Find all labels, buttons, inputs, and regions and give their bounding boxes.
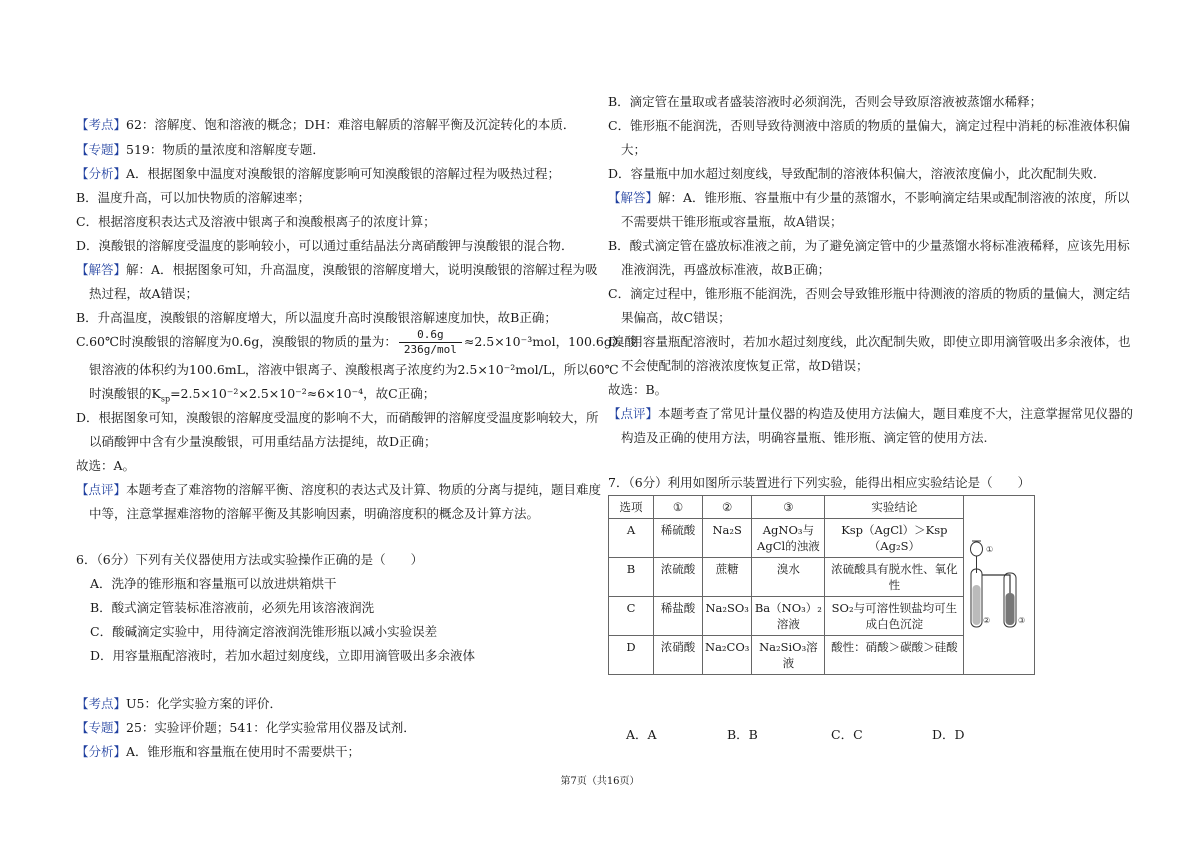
q7-answer-a: A．A [626,727,657,742]
q7-answer-b: B．B [727,727,758,742]
q6-jieda-d: D．用容量瓶配溶液时，若加水超过刻度线，此次配制失败，即使立即用滴管吸出多余液体，也 [608,334,1131,349]
q5-jieda-a-cont: 热过程，故A错误； [89,286,199,301]
table-cell: 溴水 [752,558,825,597]
tag-label: 【专题】 [76,720,127,735]
table-header-row [609,496,1035,519]
q6-jieda-c: C．滴定过程中，锥形瓶不能润洗，否则会导致锥形瓶中待测液的溶质的物质的量偏大，测定结 [608,286,1131,301]
line-text: A．锥形瓶和容量瓶在使用时不需要烘干； [126,744,361,759]
q6-fenxi-c: C．锥形瓶不能润洗，否则导致待测液中溶质的物质的量偏大，滴定过程中消耗的标准液体积偏 [608,118,1131,133]
apparatus-diagram [964,533,1034,633]
line-text: 62：溶解度、饱和溶液的概念；DH：难溶电解质的溶解平衡及沉淀转化的本质． [126,117,576,132]
table-cell: B [609,558,654,597]
tag-label: 【点评】 [76,482,127,497]
table-cell: 蔗糖 [703,558,752,597]
c-line-tail: ≈2.5×10⁻³mol，100.6g溴酸 [463,334,637,349]
q5-fenxi [76,166,560,182]
q6-option-d: D．用容量瓶配溶液时，若加水超过刻度线，立即用滴管吸出多余液体 [90,648,476,663]
c-line-lead: C.60℃时溴酸银的溶解度为0.6g，溴酸银的物质的量为： [76,334,397,349]
table-header-cell: ② [703,496,752,519]
table-cell: 稀盐酸 [654,597,703,636]
q5-dianping [76,482,601,498]
line-text: A．根据图象中温度对溴酸银的溶解度影响可知溴酸银的溶解过程为吸热过程； [126,166,561,181]
q5-fenxi-c: C．根据溶度积表达式及溶液中银离子和溴酸根离子的浓度计算； [76,214,436,229]
q5-zhuanti [76,142,325,158]
table-cell: Na₂CO₃ [703,636,752,675]
line-text: 解：A．根据图象可知，升高温度，溴酸银的溶解度增大，说明溴酸银的溶解过程为吸 [126,262,598,277]
table-header-cell: 选项 [609,496,654,519]
tag-label: 【解答】 [76,262,127,277]
table-cell: Na₂S [703,519,752,558]
apparatus-label-1: ① [986,545,994,554]
table-cell: 浓硫酸具有脱水性、氧化性 [825,558,964,597]
q6-fenxi [76,744,360,760]
q6-jieda-b-cont: 准液润洗，再盛放标准液，故B正确； [621,262,831,277]
q5-answer: 故选：A。 [76,458,136,473]
ksp-subscript: sp [160,394,171,404]
line-text: 25：实验评价题；541：化学实验常用仪器及试剂． [126,720,416,735]
table-cell: A [609,519,654,558]
tag-label: 【考点】 [76,117,127,132]
q6-jieda-a-cont: 不需要烘干锥形瓶或容量瓶，故A错误； [621,214,843,229]
table-cell: C [609,597,654,636]
tag-label: 【专题】 [76,142,127,157]
q7-table [608,495,1035,675]
fraction-denominator: 236g/mol [403,343,457,356]
table-cell: 浓硝酸 [654,636,703,675]
q6-option-a: A．洗净的锥形瓶和容量瓶可以放进烘箱烘干 [90,576,337,591]
tag-label: 【分析】 [76,166,127,181]
tag-label: 【解答】 [608,190,659,205]
q6-zhuanti [76,720,416,736]
line-text: 519：物质的量浓度和溶解度专题． [126,142,325,157]
table-cell: Na₂SO₃ [703,597,752,636]
apparatus-label-2: ② [983,616,991,625]
q7-stem: 7．（6分）利用如图所示装置进行下列实验，能得出相应实验结论是（ ） [608,475,1031,490]
tag-label: 【考点】 [76,696,127,711]
table-cell: SO₂与可溶性钡盐均可生成白色沉淀 [825,597,964,636]
table-cell: D [609,636,654,675]
q6-jieda-d-cont: 不会使配制的溶液浓度恢复正常，故D错误； [621,358,869,373]
q7-answer-d: D．D [932,727,965,742]
q5-jieda-c-cont: 银溶液的体积约为100.6mL，溶液中银离子、溴酸根离子浓度约为2.5×10⁻²mol/L，所以60℃ [89,362,619,377]
table-header-cell: ① [654,496,703,519]
q6-fenxi-c-cont: 大； [621,142,647,157]
q5-kaodian [76,117,575,133]
q6-fenxi-b: B．滴定管在量取或者盛装溶液时必须润洗，否则会导致原溶液被蒸馏水稀释； [608,94,1043,109]
q5-jieda [76,262,598,278]
page-footer: 第7页（共16页） [560,776,640,787]
q5-jieda-b: B．升高温度，溴酸银的溶解度增大，所以温度升高时溴酸银溶解速度加快，故B正确； [76,310,557,325]
apparatus-figure [964,496,1035,675]
q5-fenxi-b: B．温度升高，可以加快物质的溶解速率； [76,190,311,205]
q6-dianping-cont: 构造及正确的使用方法，明确容量瓶、锥形瓶、滴定管的使用方法. [621,430,988,445]
table-cell: Ksp（AgCl）＞Ksp（Ag₂S） [825,519,964,558]
tag-label: 【分析】 [76,744,127,759]
table-cell: 浓硫酸 [654,558,703,597]
q5-fenxi-d: D．溴酸银的溶解度受温度的影响较小，可以通过重结晶法分离硝酸钾与溴酸银的混合物． [76,238,574,253]
q5-dianping-cont: 中等，注意掌握难溶物的溶解平衡及其影响因素，明确溶度积的概念及计算方法。 [89,506,540,521]
table-cell: 酸性：硝酸＞碳酸＞硅酸 [825,636,964,675]
q6-fenxi-d: D．容量瓶中加水超过刻度线，导致配制的溶液体积偏大，溶液浓度偏小，此次配制失败． [608,166,1106,181]
q7-answer-c: C．C [831,727,863,742]
apparatus-label-3: ③ [1018,616,1026,625]
line-text: 解：A．锥形瓶、容量瓶中有少量的蒸馏水，不影响滴定结果或配制溶液的浓度，所以 [658,190,1130,205]
q6-stem: 6．（6分）下列有关仪器使用方法或实验操作正确的是（ ） [76,552,424,567]
table-cell: Na₂SiO₃溶液 [752,636,825,675]
table-header-cell: 实验结论 [825,496,964,519]
q5-jieda-d: D．根据图象可知，溴酸银的溶解度受温度的影响不大，而硝酸钾的溶解度受温度影响较大，所 [76,410,599,425]
ksp-tail: =2.5×10⁻²×2.5×10⁻²≈6×10⁻⁴，故C正确； [170,386,436,401]
ksp-prefix: 时溴酸银的K [89,386,161,401]
table-cell: 稀硫酸 [654,519,703,558]
line-text: 本题考查了常见计量仪器的构造及使用方法偏大，题目难度不大，注意掌握常见仪器的 [658,406,1134,421]
q6-answer: 故选：B。 [608,382,668,397]
fraction-numerator: 0.6g [399,328,462,343]
q5-jieda-d-cont: 以硝酸钾中含有少量溴酸银，可用重结晶方法提纯，故D正确； [89,434,437,449]
q6-jieda-c-cont: 果偏高，故C错误； [621,310,731,325]
q6-jieda-b: B．酸式滴定管在盛放标准液之前，为了避免滴定管中的少量蒸馏水将标准液稀释，应该先用标 [608,238,1130,253]
line-text: U5：化学实验方案的评价． [126,696,283,711]
q5-jieda-c [76,328,637,357]
q6-option-c: C．酸碱滴定实验中，用待滴定溶液润洗锥形瓶以减小实验误差 [90,624,438,639]
tag-label: 【点评】 [608,406,659,421]
table-cell: AgNO₃与AgCl的浊液 [752,519,825,558]
fraction [399,328,462,357]
q6-jieda [608,190,1130,206]
line-text: 本题考查了难溶物的溶解平衡、溶度积的表达式及计算、物质的分离与提纯，题目难度 [126,482,602,497]
q6-dianping [608,406,1133,422]
q6-kaodian [76,696,282,712]
table-header-cell: ③ [752,496,825,519]
q6-option-b: B．酸式滴定管装标准溶液前，必须先用该溶液润洗 [90,600,375,615]
table-cell: Ba（NO₃）₂溶液 [752,597,825,636]
q5-jieda-c-ksp [89,386,435,408]
